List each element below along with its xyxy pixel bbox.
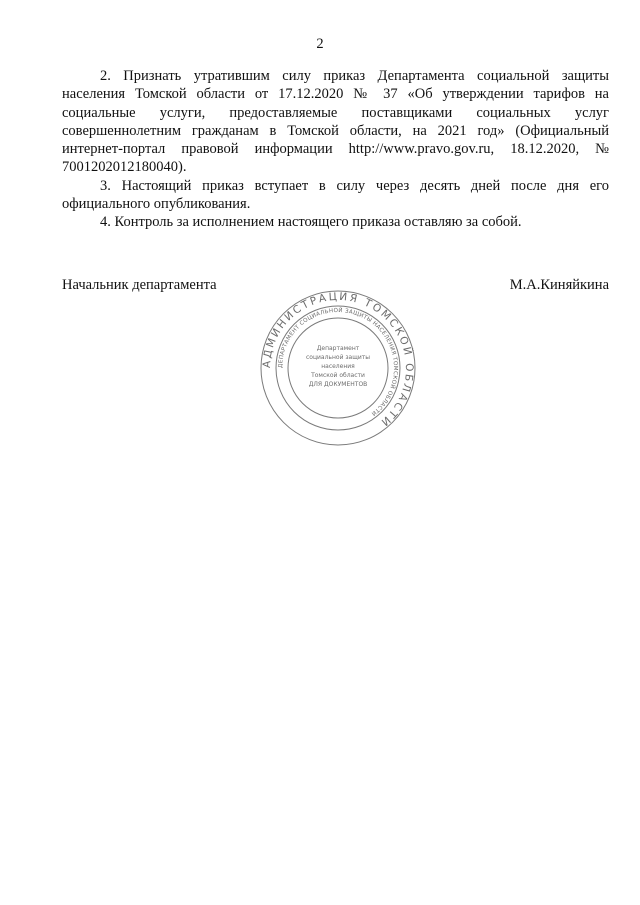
seal-center-line-2: социальной защиты: [305, 354, 371, 361]
document-body: [62, 67, 609, 232]
seal-center-line-1: Департамент: [316, 345, 360, 352]
seal-inner-textpath: ДЕПАРТАМЕНТ СОЦИАЛЬНОЙ ЗАЩИТЫ НАСЕЛЕНИЯ ТОМСКОЙ ОБЛАСТИ: [277, 307, 399, 417]
signatory-name: М.А.Киняйкина: [509, 277, 609, 293]
seal-center-line-3: населения: [321, 363, 355, 370]
paragraph-2: 2. Признать утратившим силу приказ Департамента социальной защиты населения Томской области от 17.12.2020 № 37 «Об утверждении тарифов на социальные услуги, предоставляемые поставщиками социальных услуг совершеннолетним гражданам в Томской области, на 2021 год» (Официальный интернет-портал правовой информации http://www.pravo.gov.ru, 18.12.2020, № 7001202012180040).: [62, 68, 609, 176]
paragraph-3: 3. Настоящий приказ вступает в силу через десять дней после дня его официального опубликования.: [62, 177, 609, 213]
seal-outer-textpath: АДМИНИСТРАЦИЯ ТОМСКОЙ ОБЛАСТИ: [260, 290, 416, 430]
seal-inner-ring-text: [278, 307, 398, 416]
signatory-position: Начальник департамента: [62, 277, 217, 293]
seal-center-line-4: Томской области: [311, 372, 365, 379]
official-seal-stamp: [258, 288, 418, 448]
seal-center-line-5: ДЛЯ ДОКУМЕНТОВ: [308, 381, 368, 388]
paragraph-4: 4. Контроль за исполнением настоящего приказа оставляю за собой.: [100, 214, 522, 231]
page-number: 2: [316, 36, 324, 52]
